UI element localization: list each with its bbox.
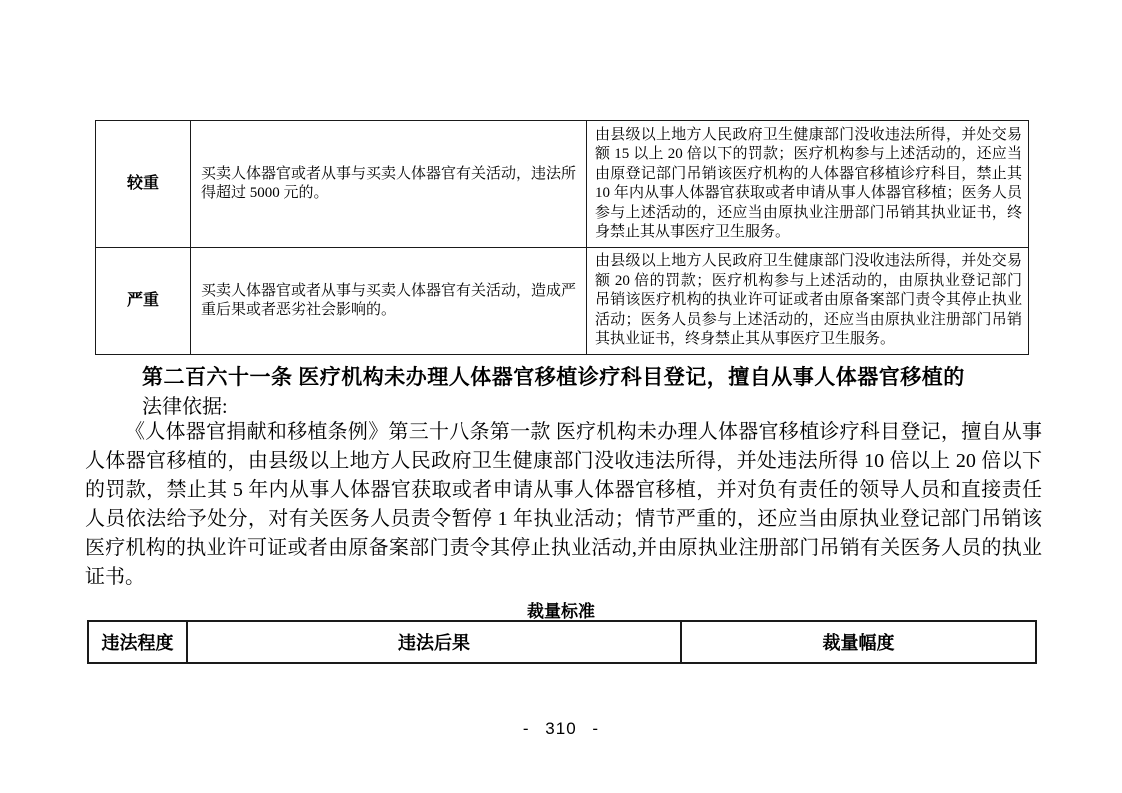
standard-table-header-row <box>88 621 1036 663</box>
degree-label: 较重 <box>96 121 191 248</box>
page-number: - 310 - <box>522 719 600 738</box>
standard-header-range: 裁量幅度 <box>681 621 1036 663</box>
discretion-text: 由县级以上地方人民政府卫生健康部门没收违法所得，并处交易额 20 倍的罚款；医疗机构参与上述活动的，由原执业登记部门吊销该医疗机构的执业许可证或者由原备案部门责令其停止执业活动；医务人员参与上述活动的，还应当由原执业注册部门吊销其执业证书，终身禁止其从事医疗卫生服务。 <box>587 248 1029 355</box>
article-heading: 第二百六十一条 医疗机构未办理人体器官移植诊疗科目登记，擅自从事人体器官移植的 <box>142 365 965 389</box>
degree-label: 严重 <box>96 248 191 355</box>
standard-header-degree: 违法程度 <box>88 621 187 663</box>
penalty-table <box>95 120 1029 355</box>
penalty-table-row-jiaozhong <box>96 121 1029 248</box>
standard-title: 裁量标准 <box>527 602 595 621</box>
penalty-table-row-yanzhong <box>96 248 1029 355</box>
consequence-text: 买卖人体器官或者从事与买卖人体器官有关活动，违法所得超过 5000 元的。 <box>191 121 587 248</box>
standard-header-consequence: 违法后果 <box>187 621 681 663</box>
standard-table <box>87 620 1037 664</box>
consequence-text: 买卖人体器官或者从事与买卖人体器官有关活动，造成严重后果或者恶劣社会影响的。 <box>191 248 587 355</box>
legal-basis-label: 法律依据: <box>142 396 228 418</box>
article-body-paragraph: 《人体器官捐献和移植条例》第三十八条第一款 医疗机构未办理人体器官移植诊疗科目登记，擅自从事人体器官移植的，由县级以上地方人民政府卫生健康部门没收违法所得，并处违法所得 10 倍以上 20 倍以下的罚款，禁止其 5 年内从事人体器官获取或者申请从事人体器官移植，并对负有责任的领导人员和直接责任人员依法给予处分，对有关医务人员责令暂停 1 年执业活动；情节严重的，还应当由原执业登记部门吊销该医疗机构的执业许可证或者由原备案部门责令其停止执业活动,并由原执业注册部门吊销有关医务人员的执业证书。 <box>85 421 1042 588</box>
discretion-text: 由县级以上地方人民政府卫生健康部门没收违法所得，并处交易额 15 以上 20 倍以下的罚款；医疗机构参与上述活动的，还应当由原登记部门吊销该医疗机构的人体器官移植诊疗科目，禁止其 10 年内从事人体器官获取或者申请从事人体器官移植；医务人员参与上述活动的，还应当由原执业注册部门吊销其执业证书，终身禁止其从事医疗卫生服务。 <box>587 121 1029 248</box>
